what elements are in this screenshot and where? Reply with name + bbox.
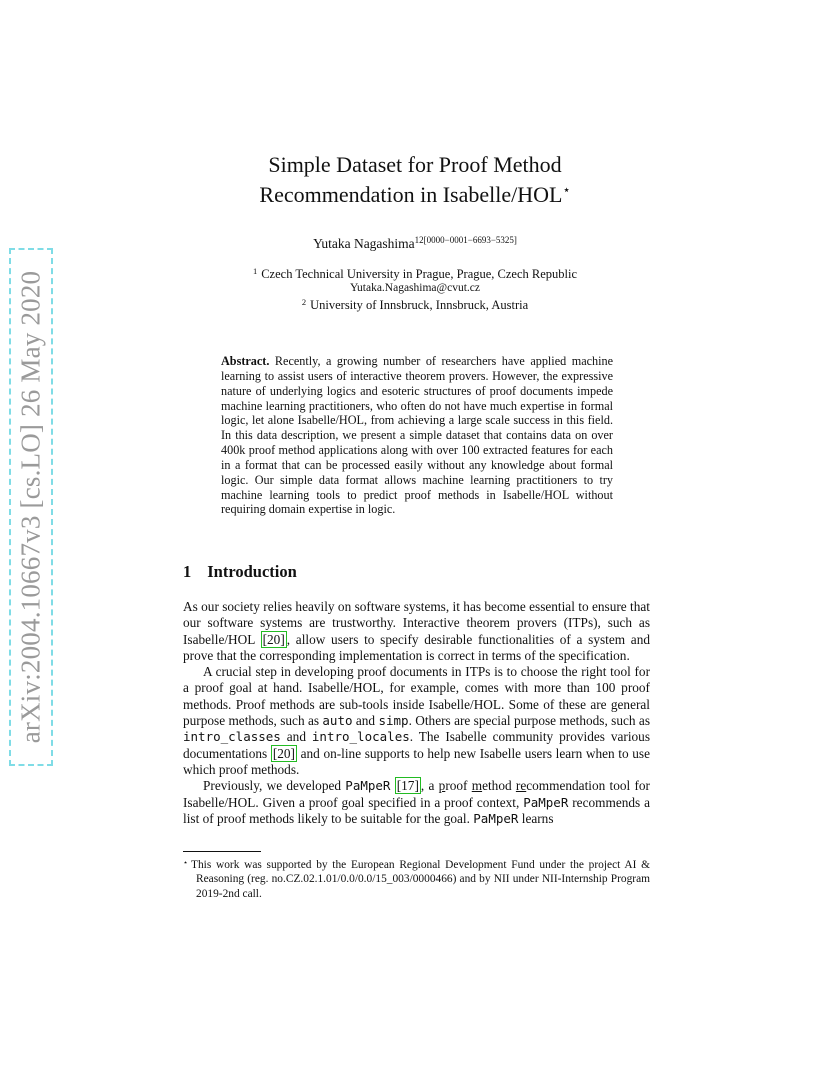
citation-link[interactable]: [17] [396,778,419,794]
paragraph-1: As our society relies heavily on software systems, it has become essential to ensure that our software systems are trustworthy. Interactive theorem provers (ITPs), such as Isabelle/HOL [20] , allow users to specify desirable functionalities of a system and prove that the corresponding implementation is correct in terms of the specification. [183,599,650,663]
paper-title-line-2: Recommendation in Isabelle/HOL⋆ [259,182,571,207]
code-span: intro_classes [183,729,281,745]
code-span: PaMpeR [473,810,519,826]
abstract-label: Abstract. [221,354,270,368]
arxiv-identifier: arXiv:2004.10667v3 [cs.LO] 26 May 2020 [15,270,46,744]
footnote-rule [183,851,261,852]
footnote [183,856,650,901]
footnote-mark: ⋆ [183,858,189,867]
code-span: PaMpeR [523,794,569,810]
paragraph-2: A crucial step in developing proof documents in ITPs is to choose the right tool for a proof goal at hand. Isabelle/HOL, for example, comes with more than 100 proof methods. Proof methods are sub-tools inside Isabelle/HOL. Some of these are general purpose methods, such as auto and simp. Others are special purpose methods, such as intro_classes and intro_locales. The Isabelle community provides various documentations [20] and on-line supports to help new Isabelle users learn when to use which proof methods. [183,664,650,777]
affiliation-1: $^1$ Czech Technical University in Prague, Prague, Czech Republic [252,266,578,281]
affiliation-2: $^2$ University of Innsbruck, Innsbruck, Austria [301,297,529,312]
author-name: Yutaka Nagashima [313,236,415,251]
code-span: simp [378,713,409,729]
section-title: Introduction [207,562,297,581]
abstract-text: Recently, a growing number of researchers have applied machine learning to assist users of interactive theorem provers. However, the expressive nature of underlying logics and esoteric structures of proof documents impede machine learning practitioners, who often do not have much expertise in formal logic, let alone Isabelle/HOL, from achieving a large scale success in this field. In this data description, we present a simple dataset that contains data on over 400k proof method applications along with over 100 extracted features for each in a format that can be processed easily without any knowledge about formal logic. Our simple data format allows machine learning practitioners to try machine learning tools to predict proof methods in Isabelle/HOL without requiring domain expertise in logic. [221,354,613,517]
author-line [150,235,680,252]
abstract [221,354,613,517]
code-span: auto [322,713,353,729]
author-superscript: 12[0000−0001−6693−5325] [414,235,517,245]
body-text [183,599,650,827]
section-number: 1 [183,562,192,581]
author-email[interactable]: Yutaka.Nagashima@cvut.cz [349,282,480,294]
section-heading [183,562,297,582]
paragraph-3: Previously, we developed PaMpeR [17] , a proof method recommendation tool for Isabelle/HOL. Given a proof goal specified in a proof context, PaMpeR recommends a list of proof methods likely to be suitable for the goal. PaMpeR learns [183,778,650,826]
citation-link[interactable]: [20] [262,631,285,647]
title-footnote-mark: ⋆ [562,182,571,197]
code-span: intro_locales [311,729,410,745]
citation-link[interactable]: [20] [272,745,295,761]
paper-title-line-1: Simple Dataset for Proof Method [268,152,562,177]
code-span: PaMpeR [345,778,391,794]
footnote-text: This work was supported by the European Regional Development Fund under the project AI & Reasoning (reg. no.CZ.02.1.01/0.0/0.0/15_003/0000466) and by NII under NII-Internship Program 2019-2nd call. [191,859,650,900]
